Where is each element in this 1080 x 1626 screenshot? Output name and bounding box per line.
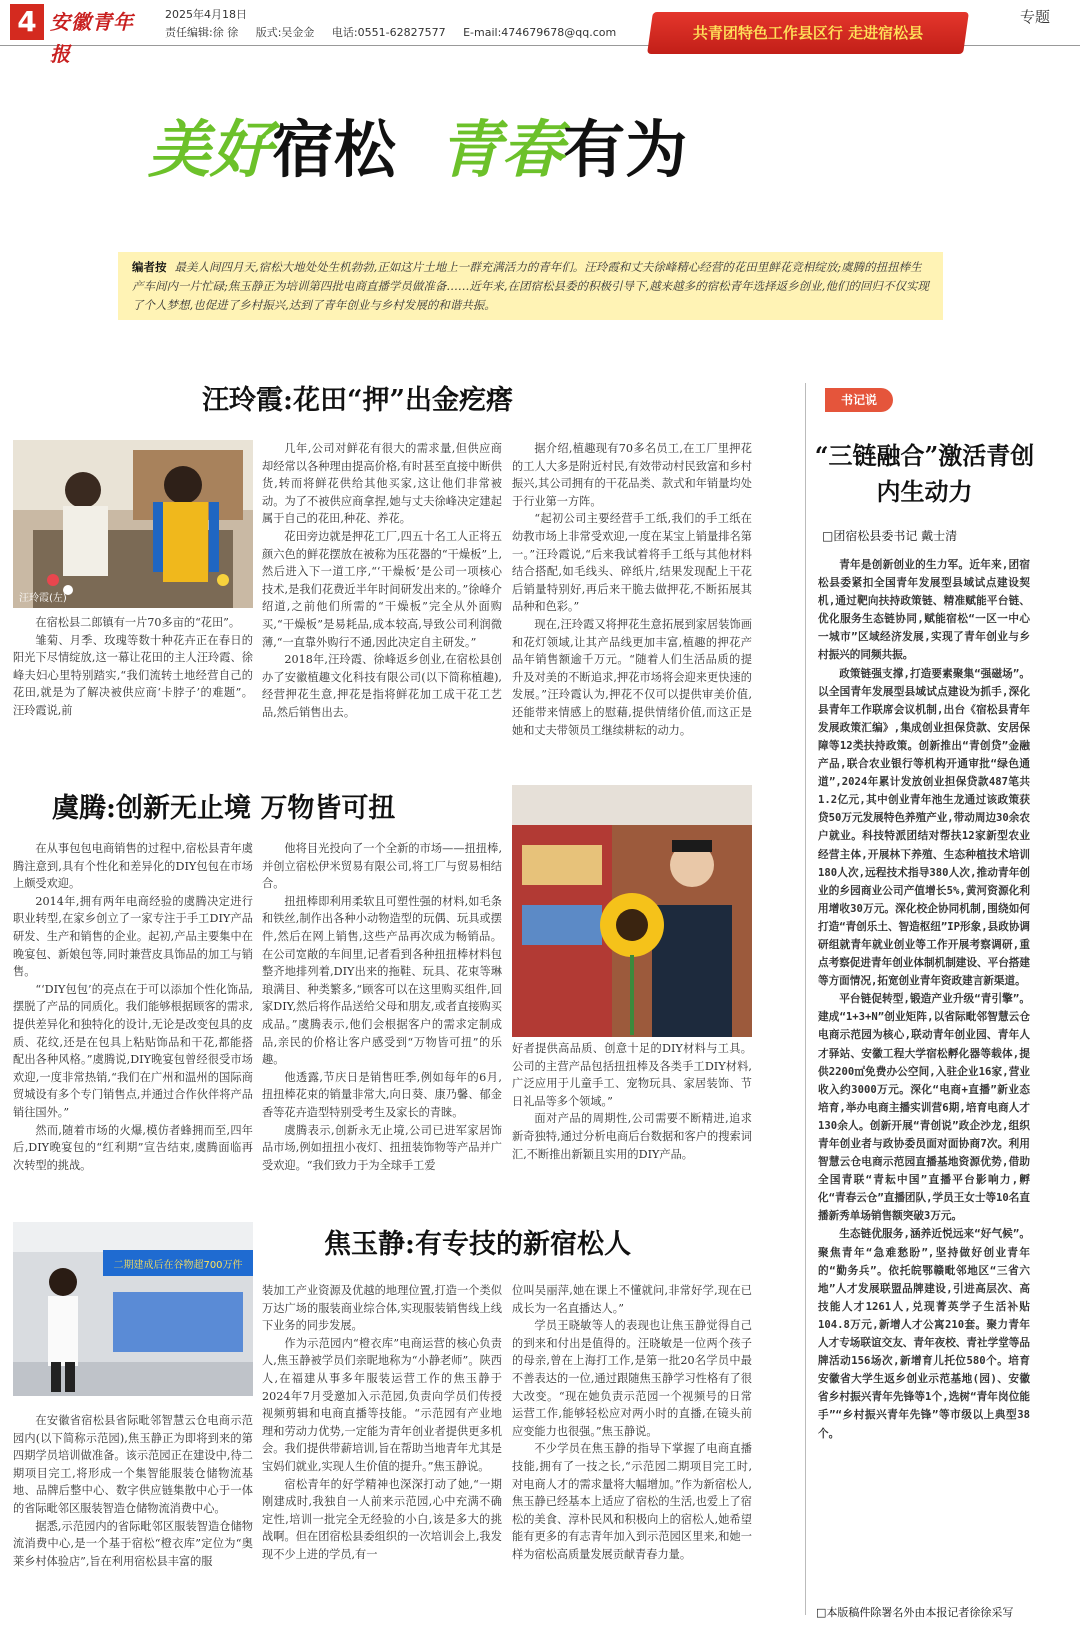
paragraph: 在安徽省宿松县省际毗邻智慧云仓电商示范园内(以下简称示范园),焦玉静正为即将到来的第四期学员培训做准备。该示范园正在建设中,待二期项目完工,将形成一个集智能服装仓储物流基地、品牌后整中心、数字供应链集散中心于一体的省际毗邻区服装智造仓储物流消费中心。	[13, 1414, 253, 1515]
issue-date: 2025年4月18日	[165, 8, 247, 21]
paragraph: 生态链优服务,涵养近悦远来“好气候”。聚焦青年“急难愁盼”,坚持做好创业青年的“勤务兵”。依托皖鄂赣毗邻地区“三省六地”人才发展联盟品牌建设,引进高层次、高技能人才1261人,兑现菁英学子生活补贴104.8万元,新增人才公寓210套。聚力青年人才专场联谊交友、青年夜校、青社学堂等品牌活动156场次,新增育儿托位580个。培育安徽省大学生返乡创业示范基地(园)、安徽省乡村振兴青年先锋等1个,选树“青年岗位能手”“乡村振兴青年先锋”等市级以上典型38个。	[818, 1228, 1030, 1440]
paragraph: 不少学员在焦玉静的指导下掌握了电商直播技能,拥有了一技之长,“示范园二期项目完工时,对电商人才的需求量将大幅增加。”作为新宿松人,焦玉静已经基本上适应了宿松的生活,也爱上了宿松的美食、淳朴民风和积极向上的宿松人,她希望能有更多的有志青年加入到示范园区里来,和她一样为宿松高质量发展贡献青春力量。	[512, 1442, 752, 1561]
paragraph: 青年是创新创业的生力军。近年来,团宿松县委紧扣全国青年发展型县域试点建设契机,通过靶向扶持政策链、精准赋能平台链、优化服务生态链协同,赋能宿松“一区一中心一城市”区域经济发展,实现了青年创业与乡村振兴的同频共振。	[818, 559, 1030, 662]
paragraph: 平台链促转型,锻造产业升级“青引擎”。建成“1+3+N”创业矩阵,以省际毗邻智慧云仓电商示范园为核心,联动青年创业园、青年人才驿站、安徽工程大学宿松孵化器等载体,提供2200㎡免费办公空间,入驻企业16家,营业收入约3000万元。深化“电商+直播”新业态培育,举办电商主播实训营6期,培育电商人才130余人。创新开展“青创说”政企沙龙,组织青年创业者与政协委员面对面协商7次。利用智慧云仓电商示范园直播基地资源优势,借助全国青联“青耘中国”直播平台影响力,孵化“青春云仓”直播团队,学员王女士等10名直播新秀单场销售额突破3万元。	[818, 993, 1030, 1223]
flower-workshop-image	[13, 440, 253, 608]
story3-photo	[13, 1222, 253, 1396]
sidebar-title: “三链融合”激活青创内生动力	[814, 441, 1035, 506]
responsible-editor: 责任编辑:徐 徐	[165, 26, 239, 39]
headline-part2: 宿松	[272, 113, 397, 186]
editor-note-label: 编者按	[132, 260, 167, 274]
sidebar-body	[818, 556, 1030, 1592]
story2-column-1	[13, 840, 253, 1178]
story2-column-3	[512, 1040, 752, 1178]
editor-note-text: 最美人间四月天,宿松大地处处生机勃勃,正如这片土地上一群充满活力的青年们。汪玲霞和丈夫徐峰精心经营的花田里鲜花竞相绽放;虞腾的扭扭棒生产车间内一片忙碌;焦玉静正为培训第四批电商直播学员做准备……近年来,在团宿松县委的积极引导下,越来越多的宿松青年选择返乡创业,他们的回归不仅实现了个人梦想,也促进了乡村振兴,达到了青年创业与乡村发展的和谐共振。	[132, 260, 929, 312]
contact-email: E-mail:474679678@qq.com	[463, 26, 617, 39]
paragraph: 好者提供高品质、创意十足的DIY材料与工具。公司的主营产品包括扭扭棒及各类手工DIY材料,广泛应用于儿童手工、宠物玩具、家居装饰、节日礼品等多个领域。”	[512, 1042, 752, 1108]
park-sign-text: 二期建成后在谷物超700万件	[113, 1260, 243, 1271]
paragraph: 面对产品的周期性,公司需要不断精进,追求新奇独特,通过分析电商后台数据和客户的搜索词汇,不断推出新颖且实用的DIY产品。	[512, 1112, 752, 1161]
paragraph: 然而,随着市场的火爆,模仿者蜂拥而至,四年后,DIY晚宴包的“红利期”宣告结束,虞腾面临再次转型的挑战。	[13, 1123, 253, 1172]
headline-part4: 有为	[563, 113, 688, 186]
paragraph: “‘DIY包包’的亮点在于可以添加个性化饰品,摆脱了产品的同质化。我们能够根据顾客的需求,提供差异化和独特化的设计,无论是改变包具的皮质、花纹,还是在包具上粘贴饰品和干花,都能搭配出各种风格。”虞腾说,DIY晚宴包曾经很受市场欢迎,一度非常热销,“我们在广州和温州的国际商贸城设有多个专门销售点,并通过合作伙伴将产品销往国外。”	[13, 982, 253, 1119]
story2-title: 虞腾:创新无止境 万物皆可扭	[52, 793, 396, 824]
paragraph: 宿松青年的好学精神也深深打动了她,“一期刚建成时,我独自一人前来示范园,心中充满不确定性,培训一批完全无经验的小白,该是多大的挑战啊。但在团宿松县委组织的一次培训会上,我发现不少上进的学员,有一	[262, 1477, 502, 1561]
headline-part3: 青春	[439, 113, 564, 186]
sidebar-author: □团宿松县委书记 戴士清	[822, 529, 958, 543]
story3-title: 焦玉静:有专技的新宿松人	[324, 1229, 631, 1260]
headline-part1: 美好	[148, 113, 273, 186]
story1-column-1	[13, 614, 253, 762]
paragraph: 2014年,拥有两年电商经验的虞腾决定进行职业转型,在家乡创立了一家专注于手工DIY产品研发、生产和销售的企业。起初,产品主要集中在晚宴包、新娘包等,同时兼营皮具饰品的加工与销售。	[13, 894, 253, 979]
sunflower-product-image	[512, 785, 752, 1037]
contact-phone: 电话:0551-62827577	[331, 26, 446, 39]
paragraph: 他透露,节庆日是销售旺季,例如每年的6月,扭扭棒花束的销量非常大,向日葵、康乃馨、郁金香等花卉造型特别受考生及家长的青睐。	[262, 1070, 502, 1119]
sidebar-tag: 书记说	[825, 388, 893, 412]
paragraph: “起初公司主要经营手工纸,我们的手工纸在幼教市场上非常受欢迎,一度在某宝上销量排名第一。”汪玲霞说,“后来我试着将手工纸与其他材料结合搭配,如毛线头、碎纸片,结果发现配上干花后销量特别好,再后来干脆去做押花,不断拓展其品种和色彩。”	[512, 512, 752, 614]
paragraph: 他将目光投向了一个全新的市场——扭扭棒,并创立宿松伊米贸易有限公司,将工厂与贸易相结合。	[262, 842, 502, 891]
paragraph: 雏菊、月季、玫瑰等数十种花卉正在春日的阳光下尽情绽放,这一幕让花田的主人汪玲霞、徐峰夫妇心里特别踏实,“我们流转土地经营自己的花田,就是为了解决被供应商‘卡脖子’的难题”。汪玲霞说,前	[13, 633, 253, 717]
paragraph: 在宿松县二郎镇有一片70多亩的“花田”。	[35, 616, 241, 629]
masthead-credits	[165, 24, 630, 40]
paragraph: 政策链强支撑,打造要素聚集“强磁场”。以全国青年发展型县域试点建设为抓手,深化县青年工作联席会议机制,出台《宿松县青年发展政策汇编》,集成创业担保贷款、安居保障等12类扶持政策。创新推出“青创贷”金融产品,联合农业银行等机构开通审批“绿色通道”,2024年累计发放创业担保贷款487笔共1.2亿元,其中创业青年池生龙通过该政策获贷50万元发展特色养殖产业,带动周边30余农户就业。科技特派团结对帮扶12家新型农业经营主体,开展林下养殖、生态种植技术培训180人次,远程技术指导380人次,推动青年创业的乡园商业公司产值增长5%,黄河资源化利用增收30万元。深化校企协同机制,围绕如何打造“青创乐土、智造枢纽”IP形象,县政协调研组就青年就业创业等工作开展考察调研,重点考察促进青年创业体制机制建设、平台搭建等方面情况,拓宽创业青年资政建言新渠道。	[818, 667, 1030, 988]
paragraph: 在从事包包电商销售的过程中,宿松县青年虞腾注意到,具有个性化和差异化的DIY包包在市场上颇受欢迎。	[13, 842, 253, 891]
paragraph: 据介绍,植趣现有70多名员工,在工厂里押花的工人大多是附近村民,有效带动村民致富和乡村振兴,其公司拥有的干花品类、款式和年销量均处于行业第一方阵。	[512, 442, 752, 508]
story1-photo-caption: 汪玲霞(左)	[19, 593, 67, 604]
story3-column-2	[262, 1282, 502, 1612]
ecommerce-park-image	[13, 1222, 253, 1396]
story2-photo	[512, 785, 752, 1037]
paragraph: 扭扭棒即利用柔软且可塑性强的材料,如毛条和铁丝,制作出各种小动物造型的玩偶、玩具或摆件,然后在网上销售,这些产品再次成为畅销品。在公司宽敞的车间里,记者看到各种扭扭棒材料包整齐地排列着,DIY出来的拖鞋、玩具、花束等琳琅满目、种类繁多,“顾客可以在这里购买组件,回家DIY,然后将作品送给父母和朋友,或者直接购买成品。”虞腾表示,他们会根据客户的需求定制成品,亲民的价格让客户感受到“万物皆可扭”的乐趣。	[262, 894, 502, 1067]
paragraph: 装加工产业资源及优越的地理位置,打造一个类似万达广场的服装商业综合体,实现服装销售线上线下业务的同步发展。	[262, 1284, 502, 1333]
paragraph: 2018年,汪玲霞、徐峰返乡创业,在宿松县创办了安徽植趣文化科技有限公司(以下简称植趣),经营押花生意,押花是指将鲜花加工成干花工艺品,然后销售出去。	[262, 653, 502, 719]
page-number: 4	[10, 4, 44, 40]
story1-column-3	[512, 440, 752, 762]
paragraph: 据悉,示范园内的省际毗邻区服装智造仓储物流消费中心,是一个基于宿松“橙衣库”定位为“奥莱乡村体验店”,旨在利用宿松县丰富的服	[13, 1519, 253, 1568]
paragraph: 花田旁边就是押花工厂,四五十名工人正将五颜六色的鲜花摆放在被称为压花器的“干燥板”上,然后进入下一道工序,“‘干燥板’是公司一项核心技术,是我们花费近半年时间研发出来的。”徐峰介绍道,之前他们所需的“干燥板”完全从外面购买,“干燥板”是易耗品,成本较高,导致公司利润微薄,“一直靠外购行不通,因此决定自主研发。”	[262, 529, 502, 649]
layout-editor: 版式:吴金金	[255, 26, 315, 39]
section-label: 专题	[1019, 8, 1050, 26]
newspaper-logo: 安徽青年报	[50, 10, 134, 66]
footnote: □本版稿件除署名外由本报记者徐徐采写	[816, 1606, 1014, 1619]
story2-column-2	[262, 840, 502, 1178]
paragraph: 几年,公司对鲜花有很大的需求量,但供应商却经常以各种理由提高价格,有时甚至直接中断供货,转而将鲜花供给其他买家,这让他们非常被动。为了不被供应商拿捏,她与丈夫徐峰决定建起属于自己的花田,种花、养花。	[262, 442, 502, 526]
story3-column-3	[512, 1282, 752, 1612]
story1-title: 汪玲霞:花田“押”出金疙瘩	[202, 385, 514, 416]
paragraph: 作为示范园内“橙衣库”电商运营的核心负责人,焦玉静被学员们亲昵地称为“小静老师”。陕西人,在福建从事多年服装运营工作的焦玉静于2024年7月受邀加入示范园,负责向学员们传授视频剪辑和电商直播等技能。“示范园有产业地理和劳动力优势,一定能为青年创业者提供更多机会。我们提供带薪培训,旨在帮助当地青年尤其是宝妈们就业,实现人生价值的提升。”焦玉静说。	[262, 1336, 502, 1473]
paragraph: 虞腾表示,创新永无止境,公司已进军家居饰品市场,例如扭扭小夜灯、扭扭装饰物等产品并广受欢迎。“我们致力于为全球手工爱	[262, 1123, 502, 1172]
story3-column-1	[13, 1412, 253, 1612]
paragraph: 位叫吴丽萍,她在课上不懂就问,非常好学,现在已成长为一名直播达人。”	[512, 1284, 752, 1315]
story1-column-2	[262, 440, 502, 762]
banner-text: 共青团特色工作县区行 走进宿松县	[692, 24, 924, 42]
story1-photo	[13, 440, 253, 608]
editor-note	[118, 252, 943, 320]
paragraph: 学员王晓敏等人的表现也让焦玉静觉得自己的到来和付出是值得的。汪晓敏是一位两个孩子的母亲,曾在上海打工作,是第一批20名学员中最不善表达的一位,通过跟随焦玉静学习性格有了很大改变。“现在她负责示范园一个视频号的日常运营工作,能够轻松应对两小时的直播,在镜头前应变能力也很强。”焦玉静说。	[512, 1319, 752, 1438]
main-headline	[148, 100, 687, 189]
paragraph: 现在,汪玲霞又将押花生意拓展到家居装饰画和花灯领域,让其产品线更加丰富,植趣的押花产品年销售额逾千万元。“随着人们生活品质的提升及对美的不断追求,押花市场将会迎来更快速的发展。”汪玲霞认为,押花不仅可以提供审美价值,还能带来情感上的慰藉,提供情绪价值,而这正是她和丈夫带领员工继续耕耘的动力。	[512, 617, 752, 737]
